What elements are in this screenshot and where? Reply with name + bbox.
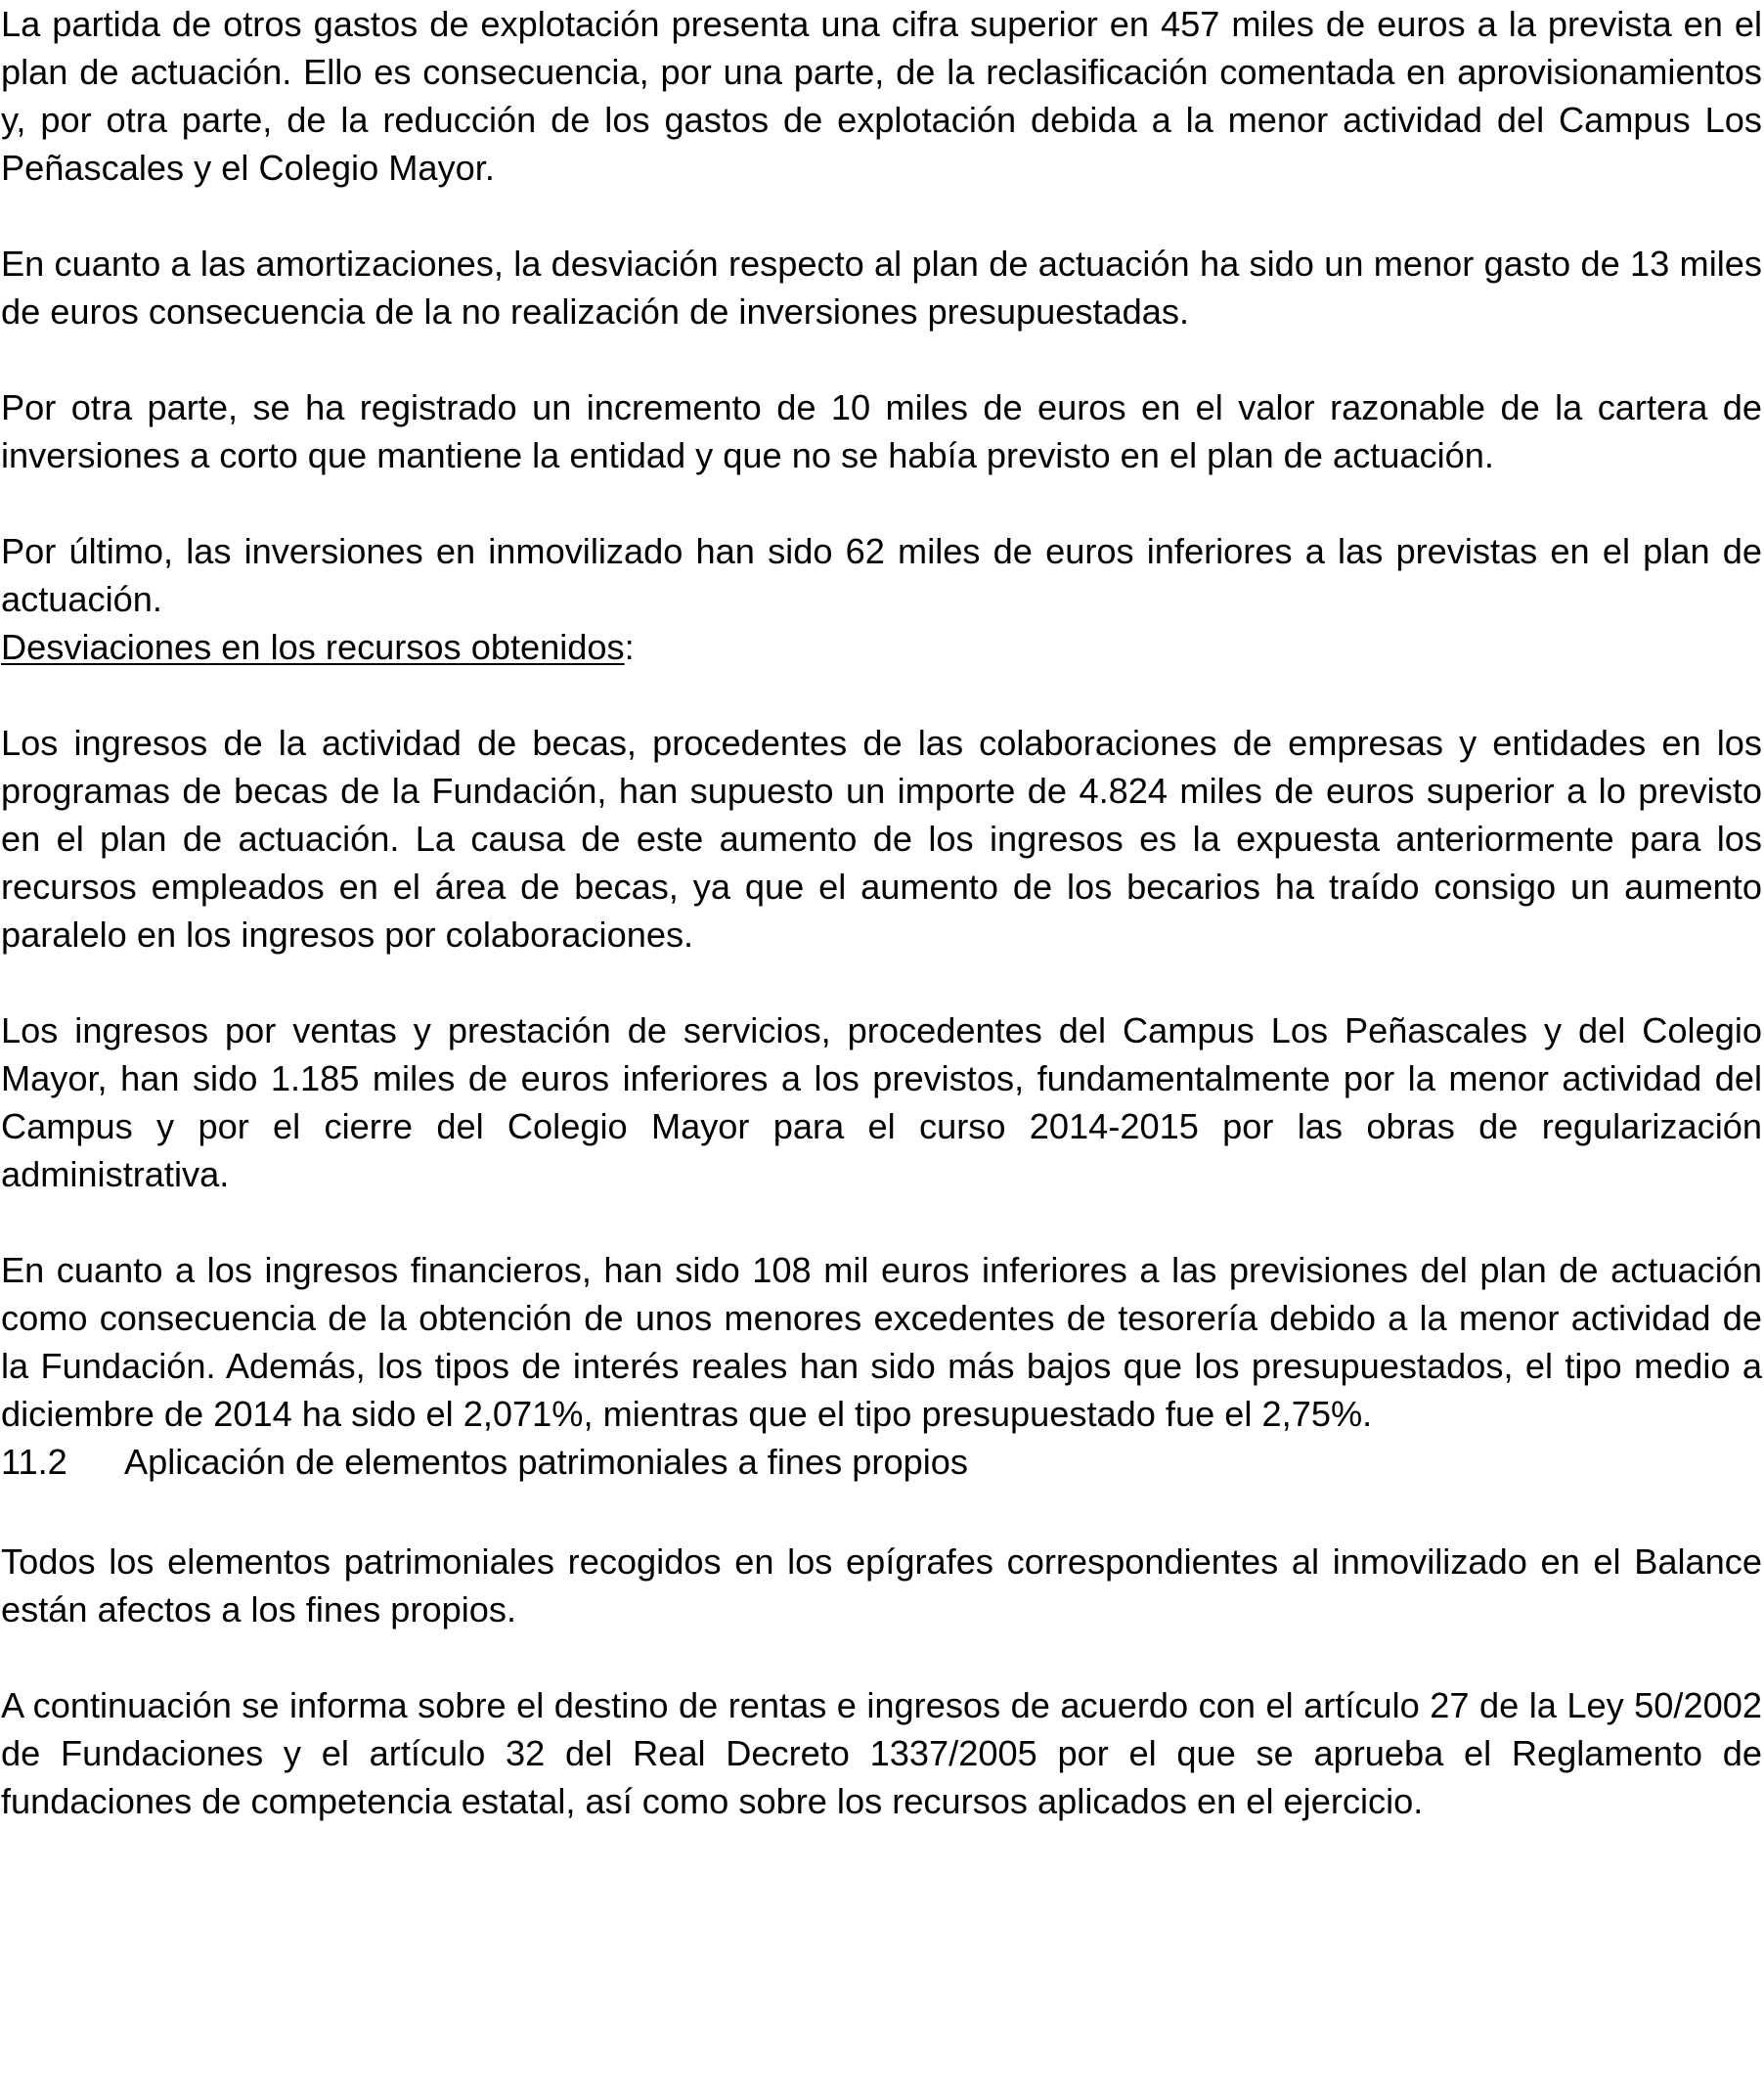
paragraph-inversiones-inmovilizado: Por último, las inversiones en inmovilizado han sido 62 miles de euros inferiores a las previstas en el plan de actuación. [1, 531, 1762, 619]
subheading-desviaciones-recursos [1, 623, 1762, 671]
paragraph-ingresos-financieros: En cuanto a los ingresos financieros, han sido 108 mil euros inferiores a las previsiones del plan de actuación como consecuencia de la obtención de unos menores excedentes de tesorería debido a la menor actividad de la Fundación. Además, los tipos de interés reales han sido más bajos que los presupuestados, el tipo medio a diciembre de 2014 ha sido el 2,071%, mientras que el tipo presupuestado fue el 2,75%. [1, 1250, 1762, 1434]
paragraph-ingresos-ventas: Los ingresos por ventas y prestación de servicios, procedentes del Campus Los Peñascales y del Colegio Mayor, han sido 1.185 miles de euros inferiores a los previstos, fundamentalmente por la menor actividad del Campus y por el cierre del Colegio Mayor para el curso 2014-2015 por las obras de regularización administrativa. [1, 1010, 1762, 1194]
paragraph-amortizaciones: En cuanto a las amortizaciones, la desviación respecto al plan de actuación ha sido un menor gasto de 13 miles de euros consecuencia de la no realización de inversiones presupuestadas. [1, 244, 1762, 332]
section-number: 11.2 [1, 1442, 67, 1482]
section-heading-11-2 [1, 1438, 1762, 1486]
paragraph-valor-razonable: Por otra parte, se ha registrado un incremento de 10 miles de euros en el valor razonable de la cartera de inversiones a corto que mantiene la entidad y que no se había previsto en el plan de actuación. [1, 387, 1762, 475]
paragraph-otros-gastos: La partida de otros gastos de explotación presenta una cifra superior en 457 miles de euros a la prevista en el plan de actuación. Ello es consecuencia, por una parte, de la reclasificación comentada en aprovisionamientos y, por otra parte, de la reducción de los gastos de explotación debida a la menor actividad del Campus Los Peñascales y el Colegio Mayor. [1, 4, 1762, 188]
paragraph-elementos-patrimoniales: Todos los elementos patrimoniales recogidos en los epígrafes correspondientes al inmovilizado en el Balance están afectos a los fines propios. [1, 1541, 1762, 1629]
subheading-colon: : [624, 627, 635, 667]
paragraph-destino-rentas: A continuación se informa sobre el destino de rentas e ingresos de acuerdo con el artículo 27 de la Ley 50/2002 de Fundaciones y el artículo 32 del Real Decreto 1337/2005 por el que se aprueba el Reglamento de fundaciones de competencia estatal, así como sobre los recursos aplicados en el ejercicio. [1, 1685, 1762, 1821]
subheading-text: Desviaciones en los recursos obtenidos [1, 627, 625, 667]
paragraph-ingresos-becas: Los ingresos de la actividad de becas, procedentes de las colaboraciones de empresas y entidades en los programas de becas de la Fundación, han supuesto un importe de 4.824 miles de euros superior a lo previsto en el plan de actuación. La causa de este aumento de los ingresos es la expuesta anteriormente para los recursos empleados en el área de becas, ya que el aumento de los becarios ha traído consigo un aumento paralelo en los ingresos por colaboraciones. [1, 723, 1762, 955]
section-title-text: Aplicación de elementos patrimoniales a fines propios [124, 1442, 968, 1482]
